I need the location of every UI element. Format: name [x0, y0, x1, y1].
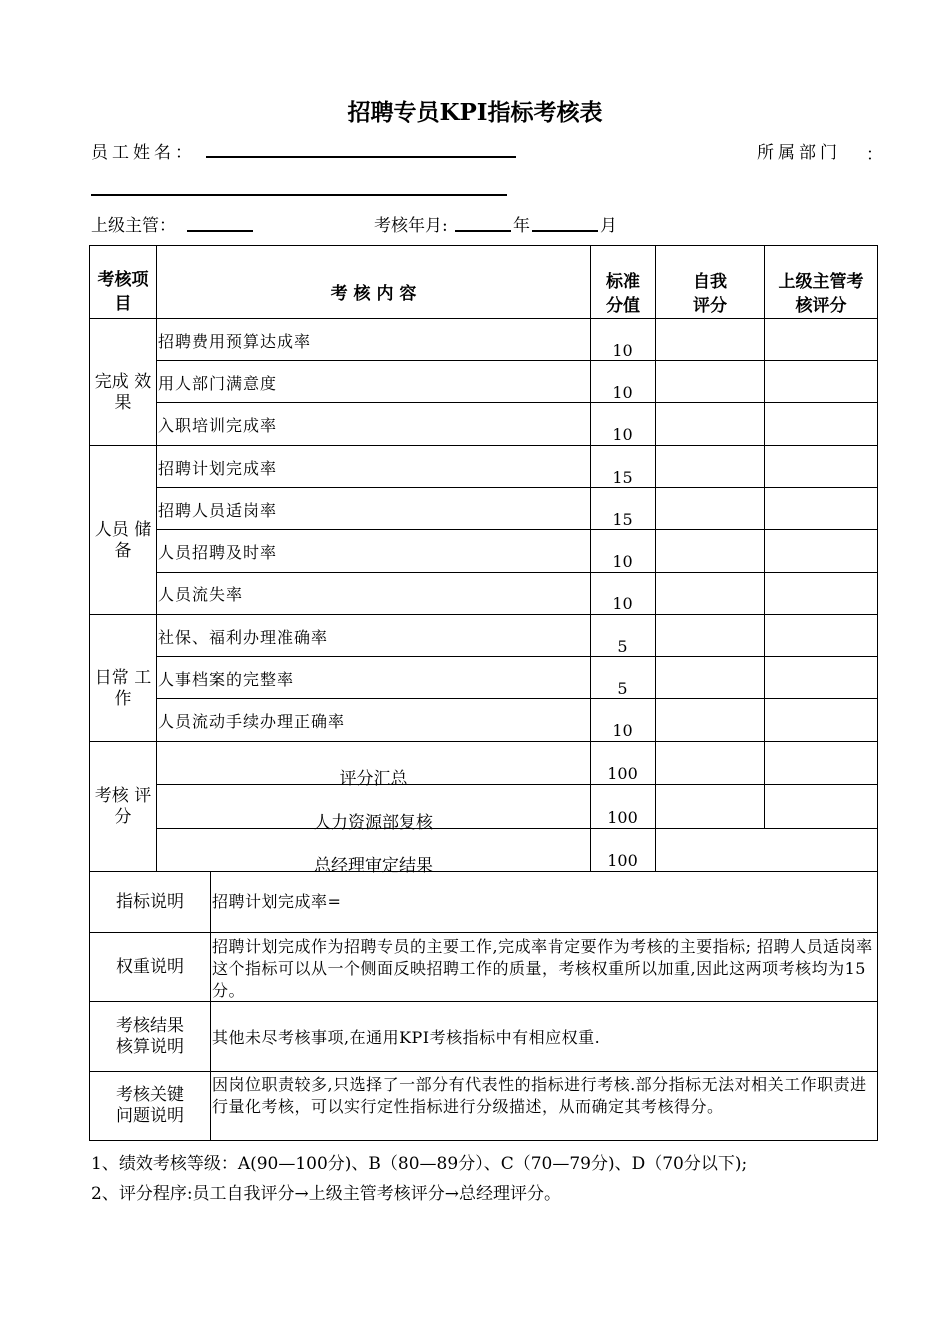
item-score-summary: 评分汇总 [339, 769, 408, 789]
grid-line [89, 741, 878, 742]
grid-line [156, 698, 878, 699]
score-turnover: 10 [612, 594, 633, 613]
header-standard-score: 标准分值 [606, 272, 640, 316]
item-benefits-accuracy: 社保、福利办理准确率 [158, 628, 329, 647]
score-archive-integrity: 5 [617, 679, 628, 698]
note-label-result-calc: 考核结果核算说明 [116, 1016, 184, 1057]
grid-line [89, 245, 90, 1141]
item-timeliness: 人员招聘及时率 [158, 543, 278, 562]
grid-line [89, 1140, 878, 1141]
grid-line [764, 245, 765, 829]
grid-line [89, 318, 878, 319]
category-staff-reserve: 人员 储备 [94, 520, 152, 561]
item-transfer-procedure: 人员流动手续办理正确率 [158, 712, 346, 731]
score-score-summary: 100 [607, 764, 638, 783]
header-content: 考 核 内 容 [330, 284, 417, 304]
grid-line [89, 445, 878, 446]
grid-line [877, 245, 878, 1141]
item-dept-satisfaction: 用人部门满意度 [158, 374, 278, 393]
item-gm-approval: 总经理审定结果 [314, 856, 433, 876]
grid-line [156, 656, 878, 657]
grid-line [655, 245, 656, 872]
score-recruit-budget: 10 [612, 341, 633, 360]
grid-line [89, 1001, 878, 1002]
grid-line [89, 871, 878, 872]
score-recruit-plan: 15 [612, 468, 633, 487]
footer-grade-levels: 1、绩效考核等级：A(90—100分)、B（80—89分）、C（70—79分)、D（70分以下); [91, 1154, 748, 1174]
grid-line [156, 529, 878, 530]
period-label: 考核年月: [374, 216, 448, 236]
month-unit: 月 [600, 216, 617, 236]
grid-line [89, 614, 878, 615]
item-job-fit: 招聘人员适岗率 [158, 501, 278, 520]
grid-line [89, 245, 878, 246]
note-label-weight: 权重说明 [116, 957, 184, 977]
year-unit: 年 [513, 216, 530, 236]
department-label: 所属部门 [757, 143, 841, 163]
item-hr-review: 人力资源部复核 [314, 813, 433, 833]
score-timeliness: 10 [612, 552, 633, 571]
page-title: 招聘专员KPI指标考核表 [347, 99, 603, 126]
item-recruit-budget: 招聘费用预算达成率 [158, 332, 312, 351]
header-supervisor-score: 上级主管考核评分 [778, 272, 864, 316]
category-daily-work: 日常 工作 [94, 668, 152, 709]
grid-line [156, 245, 157, 872]
item-recruit-plan: 招聘计划完成率 [158, 459, 278, 478]
item-onboarding-training: 入职培训完成率 [158, 416, 278, 435]
grid-line [590, 245, 591, 872]
department-colon: ： [866, 145, 883, 165]
grid-line [156, 360, 878, 361]
note-text-weight: 招聘计划完成作为招聘专员的主要工作,完成率肯定要作为考核的主要指标; 招聘人员适岗率这个指标可以从一个侧面反映招聘工作的质量，考核权重所以加重,因此这两项考核均为15分。 [212, 937, 873, 1000]
note-text-indicator: 招聘计划完成率= [212, 892, 342, 911]
score-hr-review: 100 [607, 808, 638, 827]
grid-line [89, 1071, 878, 1072]
category-evaluation: 考核 评分 [94, 786, 152, 827]
note-label-key-issues: 考核关键问题说明 [116, 1085, 184, 1126]
note-text-result-calc: 其他未尽考核事项,在通用KPI考核指标中有相应权重. [212, 1028, 601, 1047]
score-transfer-procedure: 10 [612, 721, 633, 740]
supervisor-label: 上级主管： [91, 216, 176, 236]
item-turnover: 人员流失率 [158, 585, 244, 604]
note-text-key-issues: 因岗位职责较多,只选择了一部分有代表性的指标进行考核.部分指标无法对相关工作职责进行量化考核，可以实行定性指标进行分级描述，从而确定其考核得分。 [212, 1075, 867, 1116]
note-label-indicator: 指标说明 [116, 892, 184, 912]
grid-line [156, 828, 878, 829]
header-category: 考核项目 [97, 270, 149, 314]
header-self-score: 自我评分 [693, 272, 727, 316]
grid-line [156, 784, 878, 785]
grid-line [156, 402, 878, 403]
item-archive-integrity: 人事档案的完整率 [158, 670, 295, 689]
footer-scoring-procedure: 2、评分程序:员工自我评分→上级主管考核评分→总经理评分。 [91, 1184, 562, 1204]
grid-line [210, 871, 211, 1141]
grid-line [89, 932, 878, 933]
employee-name-label: 员工姓名： [91, 143, 196, 163]
score-gm-approval: 100 [607, 851, 638, 870]
grid-line [156, 572, 878, 573]
grid-line [156, 487, 878, 488]
score-onboarding-training: 10 [612, 425, 633, 444]
score-benefits-accuracy: 5 [617, 637, 628, 656]
category-completion: 完成 效果 [94, 372, 152, 413]
score-dept-satisfaction: 10 [612, 383, 633, 402]
score-job-fit: 15 [612, 510, 633, 529]
